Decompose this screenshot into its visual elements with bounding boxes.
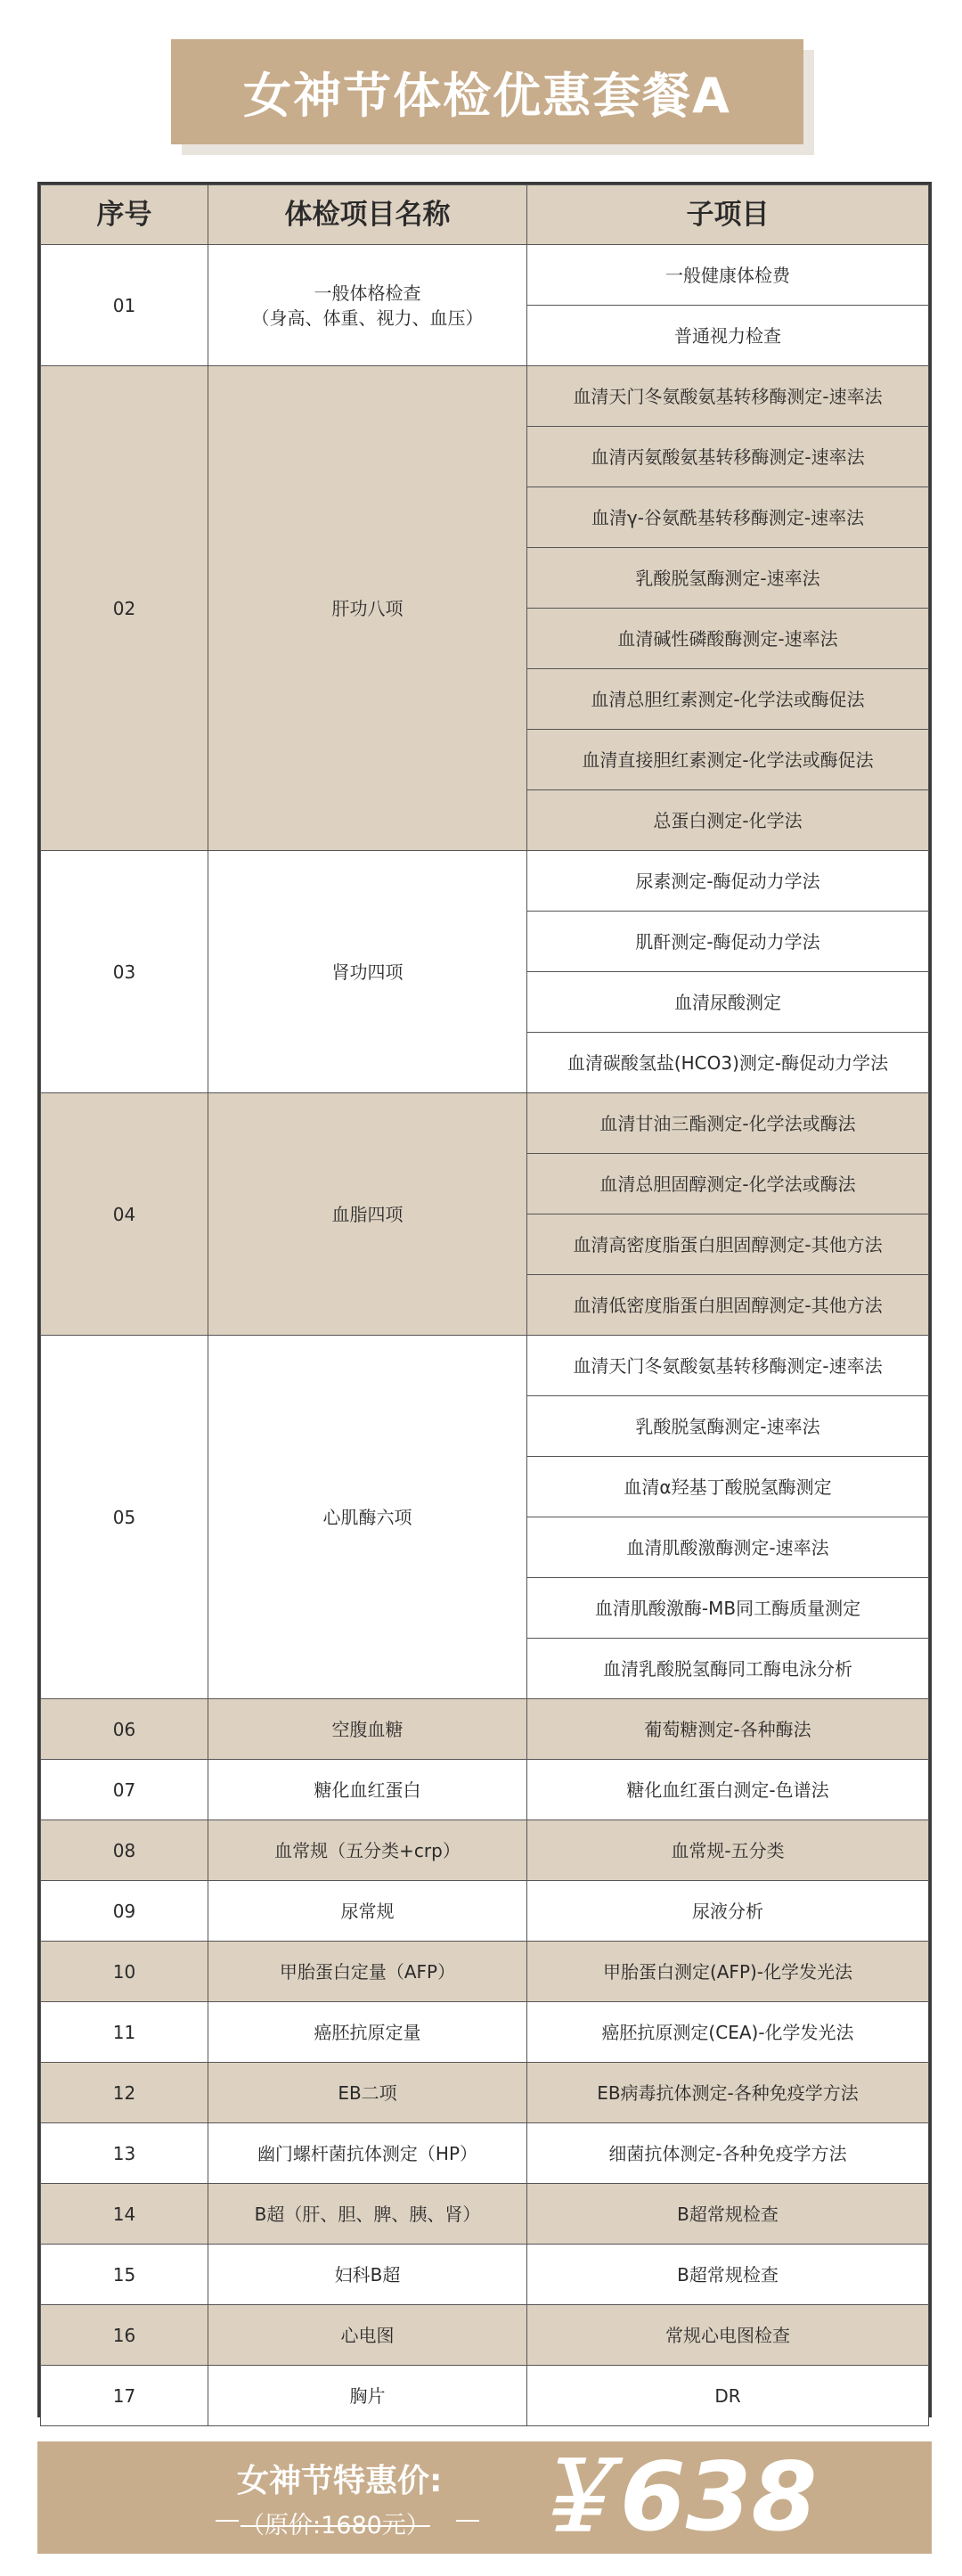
sub-item: 甲胎蛋白测定(AFP)-化学发光法	[527, 1942, 929, 2002]
sub-item: 血清肌酸激酶测定-速率法	[527, 1517, 929, 1578]
sub-item: 癌胚抗原测定(CEA)-化学发光法	[527, 2002, 929, 2063]
checkup-table	[40, 184, 929, 2426]
item-number: 07	[41, 1760, 208, 1820]
table-row	[41, 1820, 929, 1881]
sub-item: 血清总胆红素测定-化学法或酶促法	[527, 669, 929, 730]
item-number: 14	[41, 2184, 208, 2245]
sub-item: 血清直接胆红素测定-化学法或酶促法	[527, 730, 929, 790]
sub-item: 尿液分析	[527, 1881, 929, 1942]
sub-item: 一般健康体检费	[527, 245, 929, 306]
table-row	[41, 2063, 929, 2123]
item-number: 04	[41, 1093, 208, 1336]
item-name: 心肌酶六项	[208, 1336, 527, 1699]
sub-item: 血清高密度脂蛋白胆固醇测定-其他方法	[527, 1214, 929, 1275]
sub-item: 血清低密度脂蛋白胆固醇测定-其他方法	[527, 1275, 929, 1336]
item-name: 空腹血糖	[208, 1699, 527, 1760]
sub-item: DR	[527, 2366, 929, 2426]
item-number: 02	[41, 366, 208, 851]
sub-item: 血常规-五分类	[527, 1820, 929, 1881]
item-name: 胸片	[208, 2366, 527, 2426]
item-name: 糖化血红蛋白	[208, 1760, 527, 1820]
table-row	[41, 2305, 929, 2366]
sub-item: 乳酸脱氢酶测定-速率法	[527, 1396, 929, 1457]
sub-item: 乳酸脱氢酶测定-速率法	[527, 548, 929, 609]
item-name: 幽门螺杆菌抗体测定（HP）	[208, 2123, 527, 2184]
sub-item: 葡萄糖测定-各种酶法	[527, 1699, 929, 1760]
item-number: 08	[41, 1820, 208, 1881]
checkup-table-container	[37, 182, 932, 2417]
item-number: 01	[41, 245, 208, 366]
item-name: 肝功八项	[208, 366, 527, 851]
table-row	[41, 1699, 929, 1760]
sub-item: EB病毒抗体测定-各种免疫学方法	[527, 2063, 929, 2123]
sub-item: 尿素测定-酶促动力学法	[527, 851, 929, 912]
sub-item: 总蛋白测定-化学法	[527, 790, 929, 851]
item-number: 13	[41, 2123, 208, 2184]
item-name: 血脂四项	[208, 1093, 527, 1336]
item-name: 甲胎蛋白定量（AFP）	[208, 1942, 527, 2002]
item-number: 17	[41, 2366, 208, 2426]
item-number: 11	[41, 2002, 208, 2063]
item-name: 一般体格检查 （身高、体重、视力、血压）	[208, 245, 527, 366]
table-row	[41, 1093, 929, 1154]
sub-item: 血清天门冬氨酸氨基转移酶测定-速率法	[527, 1336, 929, 1396]
item-number: 12	[41, 2063, 208, 2123]
table-row	[41, 2123, 929, 2184]
item-name: 血常规（五分类+crp）	[208, 1820, 527, 1881]
sub-item: 肌酐测定-酶促动力学法	[527, 912, 929, 972]
item-number: 03	[41, 851, 208, 1093]
item-name: EB二项	[208, 2063, 527, 2123]
item-name: 心电图	[208, 2305, 527, 2366]
header-number: 序号	[41, 185, 208, 245]
sub-item: 普通视力检查	[527, 306, 929, 366]
sub-item: 血清γ-谷氨酰基转移酶测定-速率法	[527, 487, 929, 548]
table-row	[41, 1336, 929, 1396]
item-number: 16	[41, 2305, 208, 2366]
sub-item: 血清总胆固醇测定-化学法或酶法	[527, 1154, 929, 1214]
item-number: 05	[41, 1336, 208, 1699]
title-banner	[171, 39, 803, 144]
table-row	[41, 2245, 929, 2305]
item-name: B超（肝、胆、脾、胰、肾）	[208, 2184, 527, 2245]
sub-item: 血清碱性磷酸酶测定-速率法	[527, 609, 929, 669]
header-item-name: 体检项目名称	[208, 185, 527, 245]
table-row	[41, 2184, 929, 2245]
table-row	[41, 366, 929, 427]
sub-item: B超常规检查	[527, 2184, 929, 2245]
header-sub-item: 子项目	[527, 185, 929, 245]
table-row	[41, 851, 929, 912]
title-box	[171, 39, 803, 144]
sub-item: 血清甘油三酯测定-化学法或酶法	[527, 1093, 929, 1154]
special-price-label: 女神节特惠价:	[237, 2463, 443, 2499]
item-number: 15	[41, 2245, 208, 2305]
price-banner	[37, 2441, 932, 2554]
sub-item: 血清尿酸测定	[527, 972, 929, 1033]
original-price-text: （原价:1680元）	[240, 2512, 430, 2539]
sub-item: 血清α羟基丁酸脱氢酶测定	[527, 1457, 929, 1517]
item-name: 癌胚抗原定量	[208, 2002, 527, 2063]
sub-item: B超常规检查	[527, 2245, 929, 2305]
table-row	[41, 2002, 929, 2063]
special-price-value: ￥638	[526, 2442, 818, 2552]
item-number: 09	[41, 1881, 208, 1942]
sub-item: 血清碳酸氢盐(HCO3)测定-酶促动力学法	[527, 1033, 929, 1093]
sub-item: 血清天门冬氨酸氨基转移酶测定-速率法	[527, 366, 929, 427]
item-name: 尿常规	[208, 1881, 527, 1942]
original-price	[240, 2506, 430, 2540]
table-row	[41, 1760, 929, 1820]
page-title: 女神节体检优惠套餐A	[243, 67, 731, 124]
strike-dash-left	[216, 2520, 239, 2522]
sub-item: 血清乳酸脱氢酶同工酶电泳分析	[527, 1639, 929, 1699]
item-name: 妇科B超	[208, 2245, 527, 2305]
sub-item: 细菌抗体测定-各种免疫学方法	[527, 2123, 929, 2184]
sub-item: 糖化血红蛋白测定-色谱法	[527, 1760, 929, 1820]
strike-dash-right	[456, 2520, 479, 2522]
sub-item: 常规心电图检查	[527, 2305, 929, 2366]
sub-item: 血清肌酸激酶-MB同工酶质量测定	[527, 1578, 929, 1639]
table-header-row	[41, 185, 929, 245]
item-number: 06	[41, 1699, 208, 1760]
table-row	[41, 1881, 929, 1942]
table-row	[41, 245, 929, 306]
item-number: 10	[41, 1942, 208, 2002]
table-row	[41, 2366, 929, 2426]
table-row	[41, 1942, 929, 2002]
sub-item: 血清丙氨酸氨基转移酶测定-速率法	[527, 427, 929, 487]
item-name: 肾功四项	[208, 851, 527, 1093]
table-body	[41, 245, 929, 2426]
